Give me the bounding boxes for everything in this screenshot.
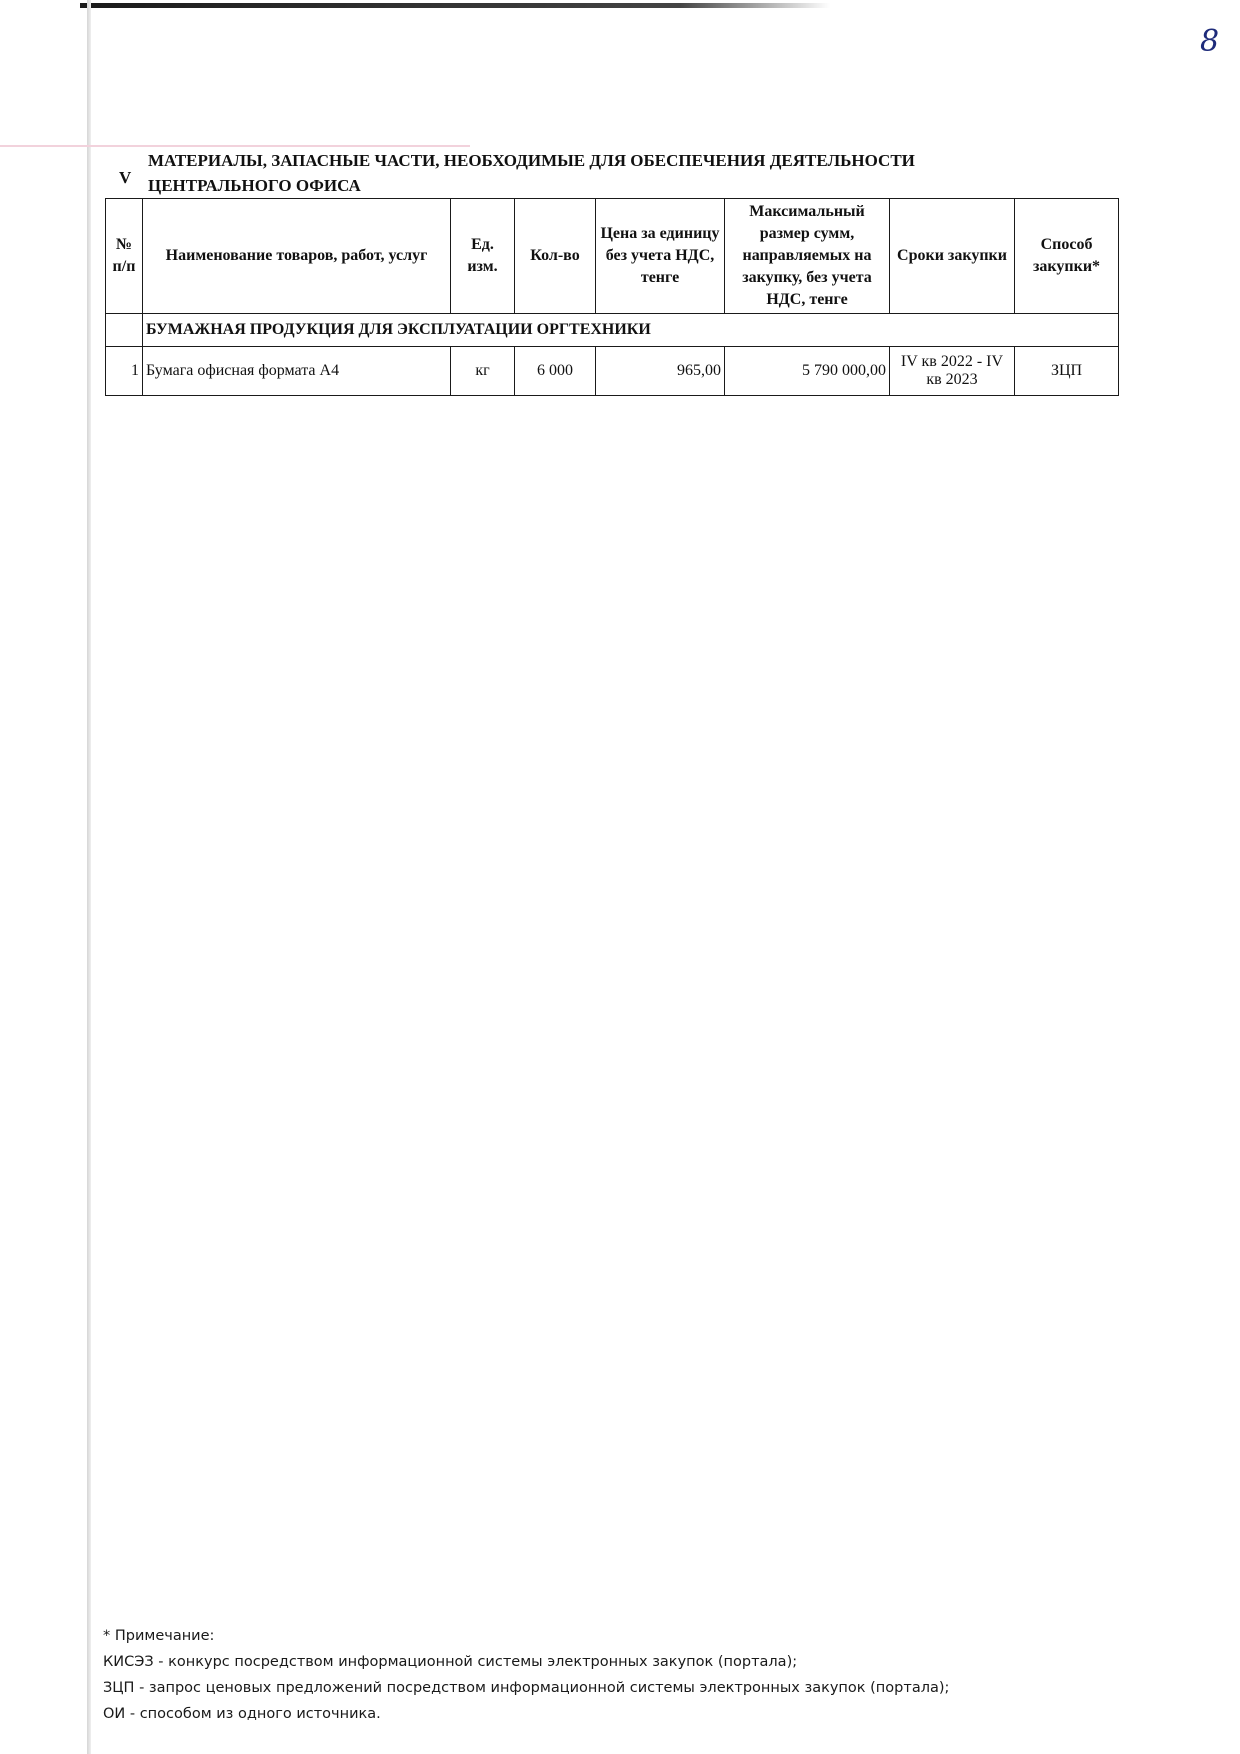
category-num-cell [106,314,143,347]
header-max-sum: Максимальный размер сумм, направляемых на закупку, без учета НДС, тенге [725,199,890,314]
header-name: Наименование товаров, работ, услуг [143,199,451,314]
footnote-line: КИСЭЗ - конкурс посредством информационной системы электронных закупок (портала); [103,1654,798,1670]
category-row [106,314,1119,347]
row-method: ЗЦП [1015,347,1119,396]
section-number: V [119,168,132,187]
row-qty: 6 000 [515,347,596,396]
scan-top-edge [80,3,830,8]
row-max-sum: 5 790 000,00 [725,347,890,396]
footnote-line: ОИ - способом из одного источника. [103,1706,381,1722]
header-qty: Кол-во [515,199,596,314]
footnote-line: ЗЦП - запрос ценовых предложений посредством информационной системы электронных закупок (портала); [103,1680,950,1696]
footnote-block [103,1623,949,1727]
header-method: Способ закупки* [1015,199,1119,314]
row-price: 965,00 [596,347,725,396]
scan-left-edge [87,0,91,1754]
header-price: Цена за единицу без учета НДС, тенге [596,199,725,314]
row-num: 1 [106,347,143,396]
table-row [106,347,1119,396]
header-period: Сроки закупки [890,199,1015,314]
row-unit: кг [451,347,515,396]
table-header-row [106,199,1119,314]
scan-artifact-line [0,145,470,147]
header-unit: Ед. изм. [451,199,515,314]
procurement-table [105,198,1119,396]
row-period: IV кв 2022 - IV кв 2023 [890,347,1015,396]
category-label: БУМАЖНАЯ ПРОДУКЦИЯ ДЛЯ ЭКСПЛУАТАЦИИ ОРГТЕХНИКИ [143,314,1119,347]
row-name: Бумага офисная формата А4 [143,347,451,396]
handwritten-page-number: 8 [1200,24,1220,59]
header-num: № п/п [106,199,143,314]
section-title: МАТЕРИАЛЫ, ЗАПАСНЫЕ ЧАСТИ, НЕОБХОДИМЫЕ ДЛЯ ОБЕСПЕЧЕНИЯ ДЕЯТЕЛЬНОСТИ ЦЕНТРАЛЬНОГО ОФИСА [148,151,915,195]
footnote-title: * Примечание: [103,1628,215,1644]
